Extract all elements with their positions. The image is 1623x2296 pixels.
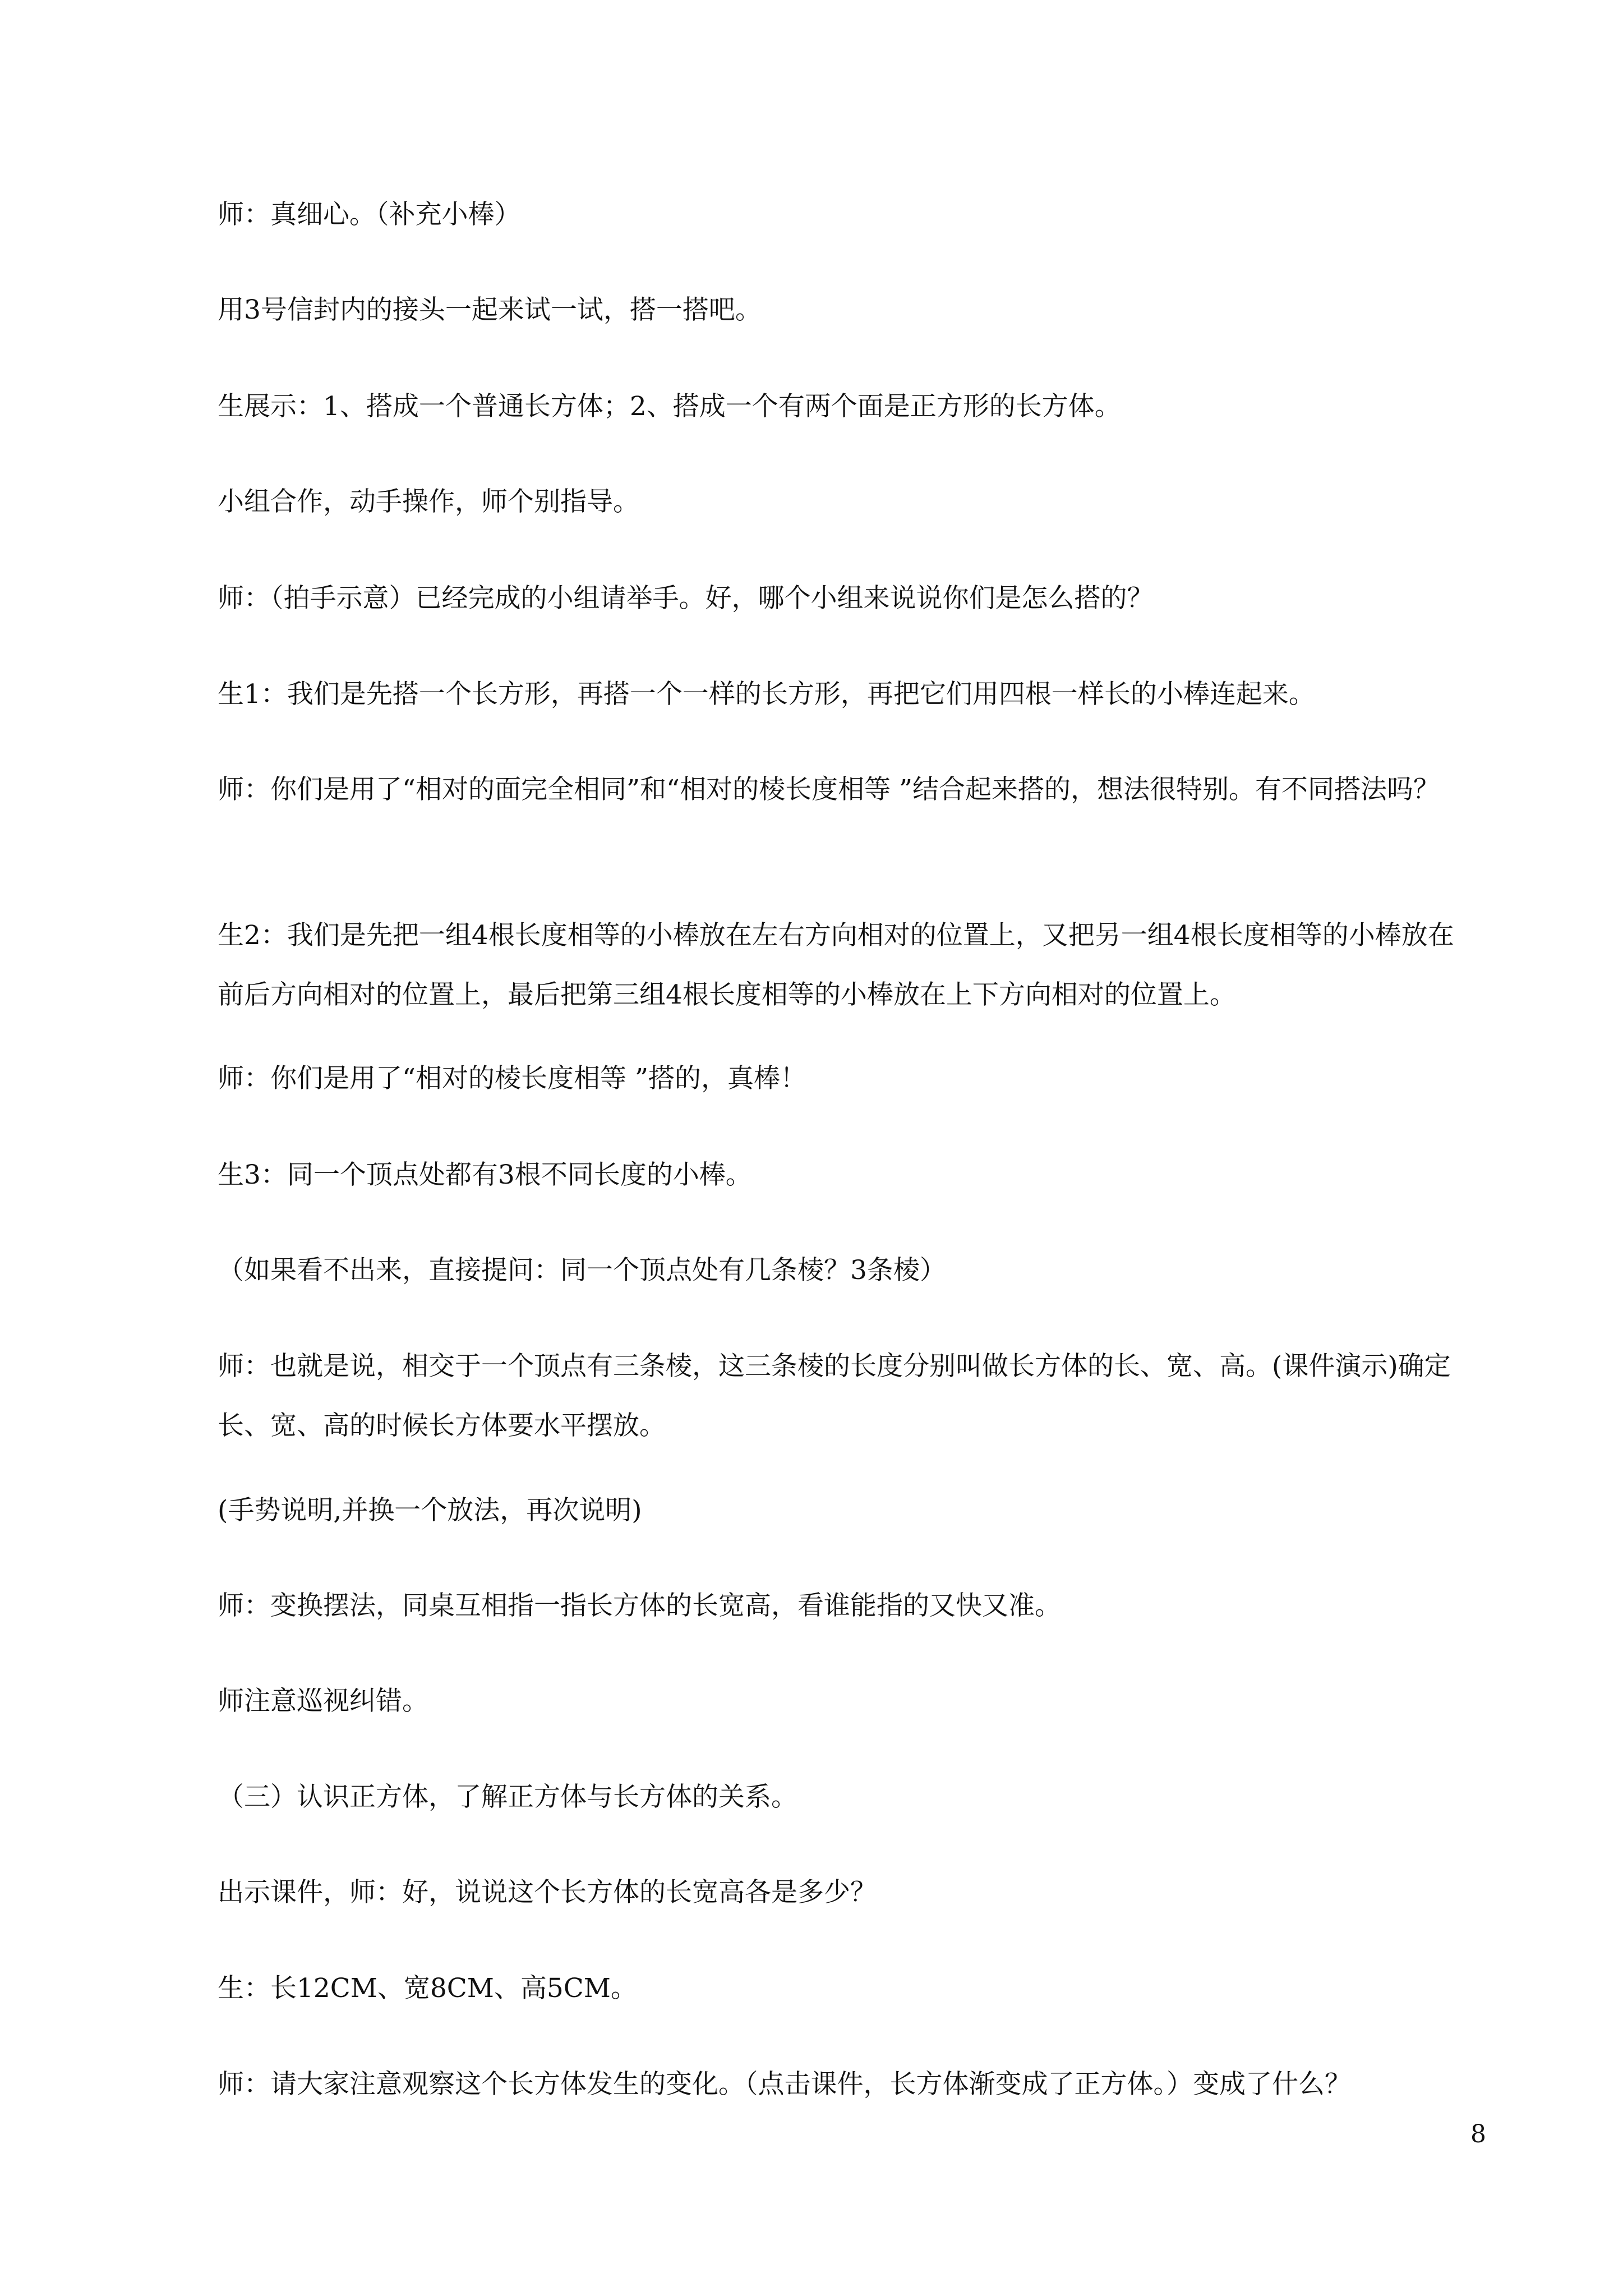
paragraph-12: 师：也就是说，相交于一个顶点有三条棱，这三条棱的长度分别叫做长方体的长、宽、高。(课件演示)确定长、宽、高的时候长方体要水平摆放。: [218, 1351, 1451, 1441]
paragraph-16: （三）认识正方体，了解正方体与长方体的关系。: [218, 1782, 797, 1812]
paragraph-11: （如果看不出来，直接提问：同一个顶点处有几条棱？3条棱）: [218, 1255, 946, 1286]
paragraph-18: 生：长12CM、宽8CM、高5CM。: [218, 1973, 637, 2004]
paragraph-9: 师：你们是用了“相对的棱长度相等 ”搭的，真棒！: [218, 1063, 806, 1094]
paragraph-5: 师：（拍手示意）已经完成的小组请举手。好，哪个小组来说说你们是怎么搭的？: [218, 583, 1154, 614]
paragraph-8: 生2：我们是先把一组4根长度相等的小棒放在左右方向相对的位置上，又把另一组4根长度相等的小棒放在前后方向相对的位置上，最后把第三组4根长度相等的小棒放在上下方向相对的位置上。: [218, 920, 1454, 1010]
paragraph-14: 师：变换摆法，同桌互相指一指长方体的长宽高，看谁能指的又快又准。: [218, 1590, 1061, 1621]
paragraph-6: 生1：我们是先搭一个长方形，再搭一个一样的长方形，再把它们用四根一样长的小棒连起来。: [218, 679, 1315, 710]
paragraph-19: 师：请大家注意观察这个长方体发生的变化。（点击课件，长方体渐变成了正方体。）变成了什么？: [218, 2069, 1351, 2100]
paragraph-4: 小组合作，动手操作，师个别指导。: [218, 486, 639, 517]
paragraph-2: 用3号信封内的接头一起来试一试，搭一搭吧。: [218, 295, 762, 325]
paragraph-17: 出示课件，师：好，说说这个长方体的长宽高各是多少？: [218, 1877, 877, 1908]
page-number: 8: [1470, 2120, 1486, 2148]
paragraph-13: (手势说明,并换一个放法，再次说明): [218, 1495, 642, 1526]
paragraph-7: 师：你们是用了“相对的面完全相同”和“相对的棱长度相等 ”结合起来搭的，想法很特别。有不同搭法吗？: [218, 774, 1440, 805]
paragraph-10: 生3：同一个顶点处都有3根不同长度的小棒。: [218, 1159, 752, 1190]
paragraph-15: 师注意巡视纠错。: [218, 1686, 428, 1717]
paragraph-1: 师：真细心。（补充小棒）: [218, 199, 521, 230]
paragraph-3: 生展示：1、搭成一个普通长方体；2、搭成一个有两个面是正方形的长方体。: [218, 391, 1121, 422]
